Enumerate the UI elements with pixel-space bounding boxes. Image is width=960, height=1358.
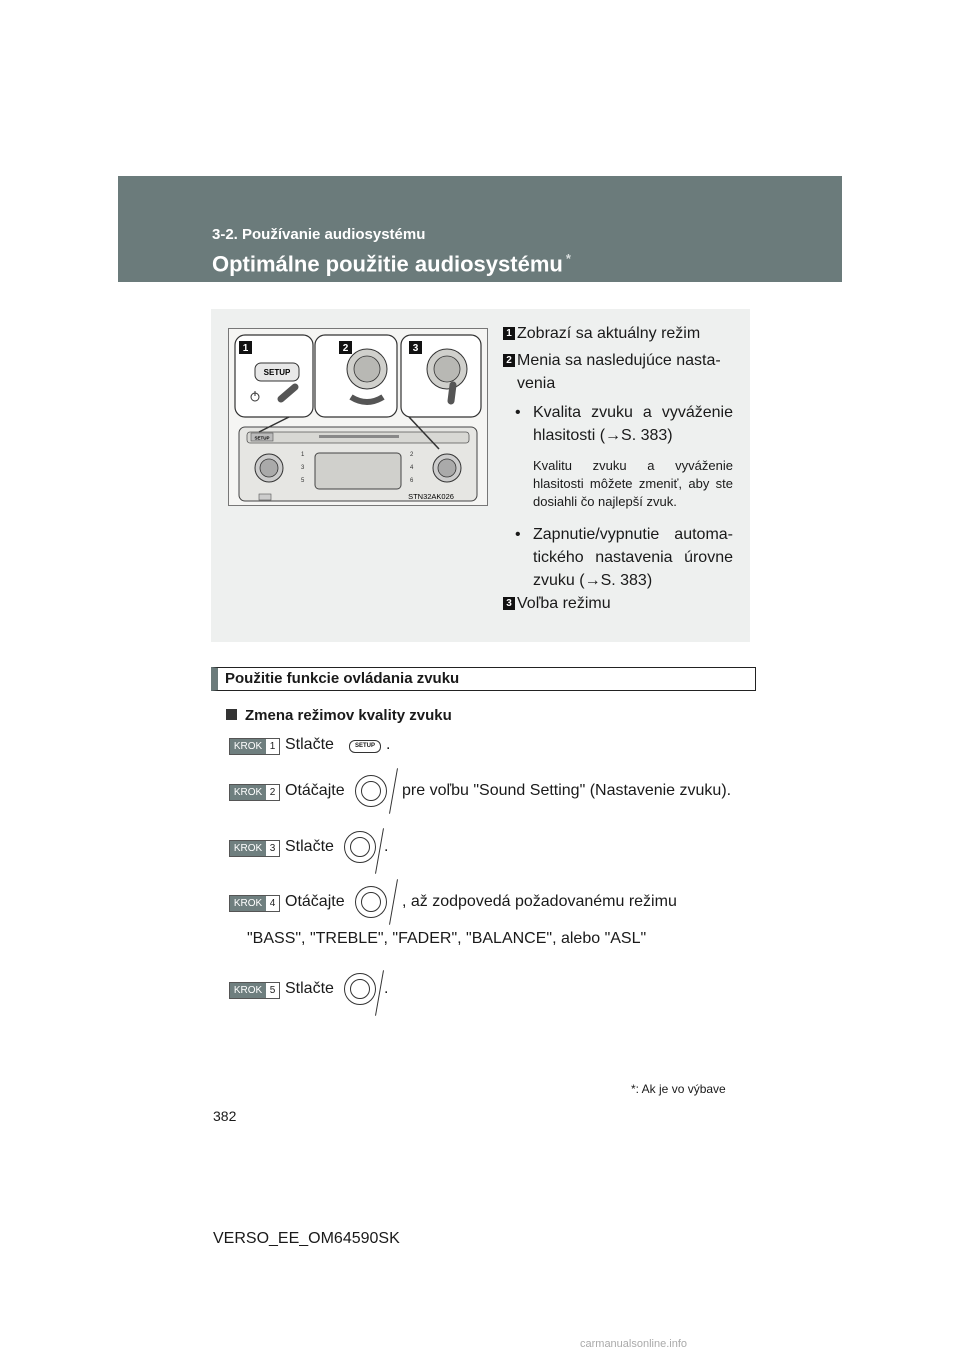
callout-3 — [503, 592, 733, 615]
audio-panel-illustration — [229, 329, 487, 505]
step-3-num: 3 — [266, 841, 279, 856]
step-1-after: . — [386, 736, 391, 753]
callout-2 — [503, 349, 733, 395]
preset-4: 4 — [410, 465, 414, 471]
tune-knob-icon — [344, 831, 376, 863]
step-5-badge — [229, 982, 280, 999]
sub-header — [211, 667, 756, 691]
asterisk-mark: * — [565, 251, 571, 266]
square-bullet-icon — [226, 709, 237, 720]
panel-setup-text: SETUP — [254, 435, 270, 441]
tune-knob-icon — [355, 886, 387, 918]
step-2-after: pre voľbu "Sound Setting" (Nastavenie zvuku). — [402, 782, 732, 799]
step-5-before: Stlačte — [285, 980, 334, 997]
footnote-mark: * — [631, 1082, 636, 1096]
step-4-num: 4 — [266, 896, 279, 911]
preset-2: 2 — [410, 452, 414, 458]
bullet-2-text: Zapnutie/vypnutie automa-tického nastavenia úrovne zvuku (→S. 383) — [533, 526, 733, 589]
tune-knob-icon — [344, 973, 376, 1005]
step-3-after: . — [384, 838, 389, 855]
note-text: Kvalitu zvuku a vyváženie hlasitosti môžete zmeniť, aby ste dosiahli čo najlepší zvuk. — [533, 458, 733, 509]
section-title: 3-2. Používanie audiosystému — [212, 226, 426, 243]
callout-list — [503, 322, 733, 619]
step-2-badge — [229, 784, 280, 801]
callout-1-text: Zobrazí sa aktuálny režim — [517, 325, 701, 342]
callout-1 — [503, 322, 733, 345]
sub-header-text: Použitie funkcie ovládania zvuku — [225, 670, 460, 687]
step-5-after: . — [384, 980, 389, 997]
step-3-before: Stlačte — [285, 838, 334, 855]
figure-box — [211, 309, 750, 642]
document-id: VERSO_EE_OM64590SK — [213, 1230, 400, 1247]
bullet-1-mark: • — [515, 404, 521, 421]
step-1-badge — [229, 738, 280, 755]
bullet-2 — [503, 523, 733, 592]
step-4-badge — [229, 895, 280, 912]
page-number: 382 — [213, 1108, 237, 1124]
diagram-label-2: 2 — [342, 343, 349, 354]
title-text: Optimálne použitie audiosystému — [212, 251, 563, 277]
knob-marker-line — [375, 828, 384, 873]
step-4-krok: KROK — [230, 896, 266, 911]
page-header — [118, 176, 842, 282]
diagram-label-1: 1 — [242, 343, 249, 354]
footnote — [631, 1082, 726, 1096]
step-4-before: Otáčajte — [285, 893, 345, 910]
preset-5: 5 — [301, 478, 305, 484]
audio-panel-diagram — [228, 328, 488, 506]
callout-3-text: Voľba režimu — [517, 595, 611, 612]
callout-1-num: 1 — [503, 327, 515, 340]
preset-3: 3 — [301, 465, 305, 471]
step-3-krok: KROK — [230, 841, 266, 856]
step-3-badge — [229, 840, 280, 857]
step-4-after: , až zodpovedá požadovanému režimu — [402, 893, 677, 910]
step-2-num: 2 — [266, 785, 279, 800]
watermark: carmanualsonline.info — [580, 1338, 688, 1350]
callout-2-text: Menia sa nasledujúce nasta-venia — [517, 352, 721, 392]
callout-3-num: 3 — [503, 597, 515, 610]
tune-knob-icon — [355, 775, 387, 807]
bullet-1-text: Kvalita zvuku a vyváženie hlasitosti (→S. 383) — [533, 404, 733, 444]
knob-marker-line — [389, 768, 398, 813]
step-5-num: 5 — [266, 983, 279, 998]
step-1-before: Stlačte — [285, 736, 334, 753]
step-2-before: Otáčajte — [285, 782, 345, 799]
preset-1: 1 — [301, 452, 305, 458]
subsection-title — [226, 707, 452, 724]
bullet-1 — [503, 401, 733, 447]
footnote-text: : Ak je vo výbave — [635, 1082, 726, 1096]
modes-text: "BASS", "TREBLE", "FADER", "BALANCE", alebo "ASL" — [247, 930, 647, 947]
knob-marker-line — [389, 879, 398, 924]
subsection-text: Zmena režimov kvality zvuku — [245, 707, 452, 724]
knob-marker-line — [375, 970, 384, 1015]
diagram-label-3: 3 — [412, 343, 419, 354]
setup-button-icon: SETUP — [349, 740, 381, 753]
step-5-krok: KROK — [230, 983, 266, 998]
bullet-2-mark: • — [515, 526, 521, 543]
figure-code: STN32AK026 — [408, 492, 454, 501]
inset-setup-text: SETUP — [263, 368, 291, 377]
preset-6: 6 — [410, 478, 414, 484]
callout-2-num: 2 — [503, 354, 515, 367]
step-1-krok: KROK — [230, 739, 266, 754]
step-2-krok: KROK — [230, 785, 266, 800]
page-title — [212, 251, 571, 277]
step-1-num: 1 — [266, 739, 279, 754]
